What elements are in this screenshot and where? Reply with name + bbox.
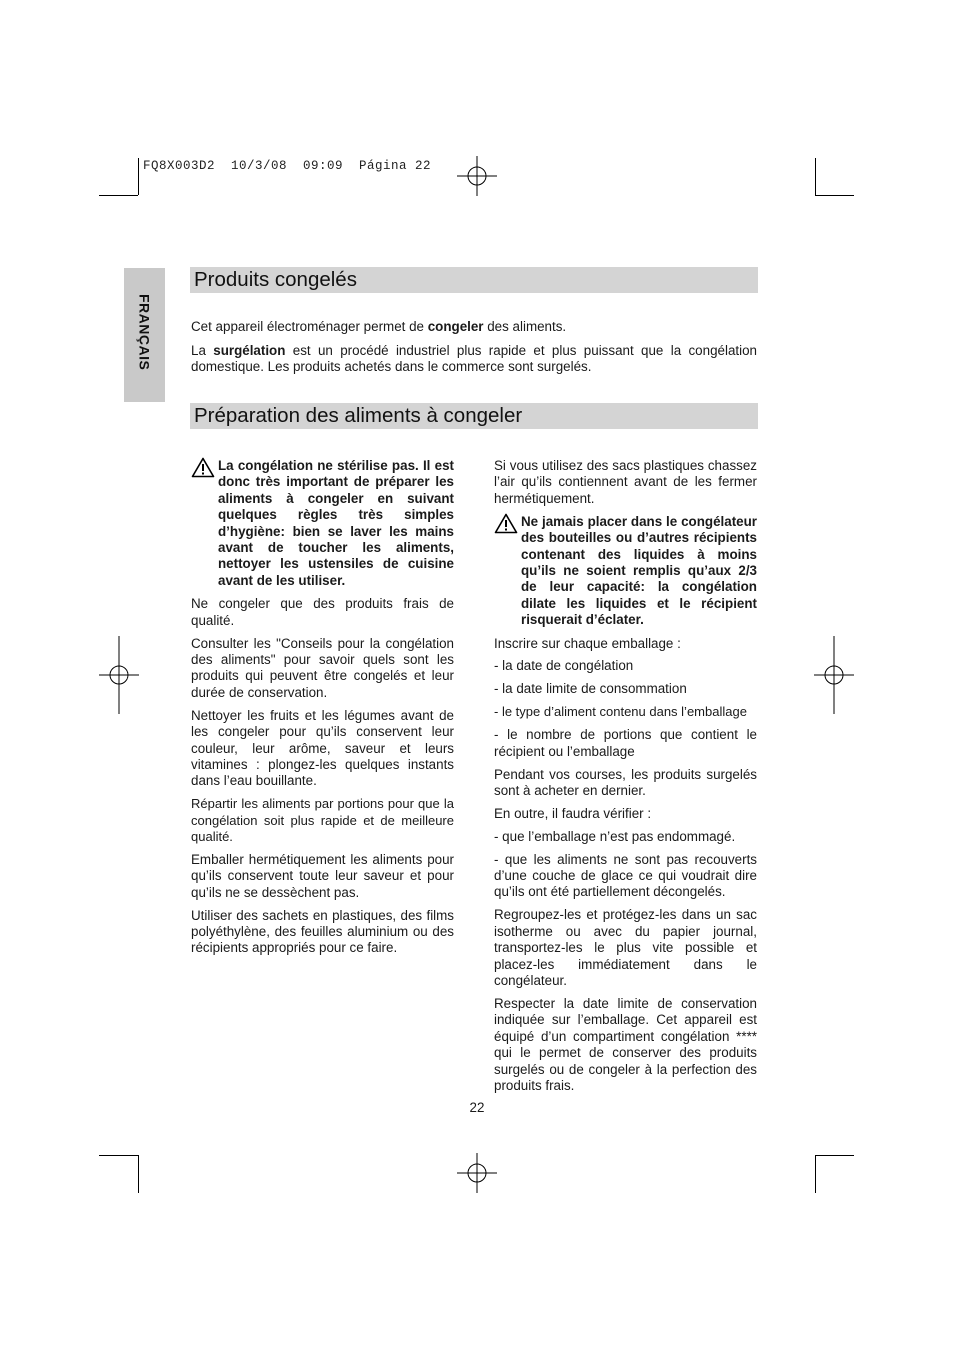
registration-mark-icon: [814, 636, 854, 714]
language-tab-label: FRANÇAIS: [136, 294, 153, 371]
paragraph: Cet appareil électroménager permet de congeler des aliments.: [191, 319, 567, 334]
warning-triangle-icon: [494, 513, 518, 534]
page-number: 22: [469, 1100, 485, 1115]
crop-mark: [99, 1155, 138, 1156]
warning-paragraph: Ne jamais placer dans le congélateur des bouteilles ou d’autres récipients contenant des liquides à moins qu’ils ne soient remplis qu’aux 2/3 de leur capacité: la congélation dilate les liquides et le récipient risquerait d’éclater.: [494, 514, 757, 629]
paragraph: Si vous utilisez des sacs plastiques chassez l’air qu’ils contiennent avant de les fermer hermétiquement.: [494, 458, 757, 506]
crop-mark: [99, 195, 138, 196]
section-header-preparation: [190, 403, 758, 429]
section-title: Préparation des aliments à congeler: [194, 404, 523, 427]
registration-mark-icon: [457, 1153, 497, 1193]
list-item: - le type d’aliment contenu dans l’emballage: [494, 704, 747, 720]
registration-mark-icon: [99, 636, 139, 714]
list-item: - la date de congélation: [494, 658, 634, 674]
left-column: [191, 458, 454, 963]
paragraph: Nettoyer les fruits et les légumes avant de les congeler pour qu’ils conservent leur couleur, leur arôme, saveur et leurs vitamines : plongez-les quelques instants dans l’eau bouillante.: [191, 707, 454, 789]
paragraph: Respecter la date limite de conservation indiquée sur l’emballage. Cet appareil est équipé d’un compartiment congélation **** qui le permet de conserver des produits surgelés ou de congeler à la perfection des produits frais.: [494, 995, 757, 1093]
list-item: - que les aliments ne sont pas recouverts d’une couche de glace ce qui voudrait dire qu’ils ont été partiellement décongelés.: [494, 851, 757, 900]
paragraph: Ne congeler que des produits frais de qualité.: [191, 596, 454, 628]
crop-mark: [815, 1155, 816, 1193]
paragraph: Emballer hermétiquement les aliments pour qu’ils conservent toute leur saveur et pour qu’ils ne se dessèchent pas.: [191, 851, 454, 900]
paragraph: Regroupez-les et protégez-les dans un sac isotherme ou avec du papier journal, transportez-les le plus vite possible et placez-les immédiatement dans le congélateur.: [494, 907, 757, 988]
language-tab: [124, 268, 165, 402]
registration-mark-icon: [457, 156, 497, 196]
printer-slug: FQ8X003D2 10/3/08 09:09 Página 22: [143, 159, 432, 173]
paragraph: Inscrire sur chaque emballage :: [494, 635, 681, 651]
paragraph: Répartir les aliments par portions pour que la congélation soit plus rapide et de meilleure qualité.: [191, 796, 454, 845]
crop-mark: [138, 1155, 139, 1193]
crop-mark: [815, 158, 816, 195]
list-item: - la date limite de consommation: [494, 681, 687, 697]
right-column: [494, 458, 757, 1101]
warning-triangle-icon: [191, 457, 215, 478]
list-item: - que l’emballage n’est pas endommagé.: [494, 828, 736, 844]
crop-mark: [815, 195, 854, 196]
intro-text: [191, 319, 757, 383]
paragraph: Utiliser des sachets en plastiques, des films polyéthylène, des feuilles aluminium ou des récipients appropriés pour ce faire.: [191, 907, 454, 956]
paragraph: La surgélation est un procédé industriel plus rapide et plus puissant que la congélation domestique. Les produits achetés dans le commerce sont surgelés.: [191, 342, 757, 374]
list-item: - le nombre de portions que contient le récipient ou l’emballage: [494, 727, 757, 759]
crop-mark: [815, 1155, 854, 1156]
section-header-produits-congeles: [190, 267, 758, 293]
section-title: Produits congelés: [194, 268, 357, 291]
paragraph: Consulter les "Conseils pour la congélation des aliments" pour savoir quels sont les produits qui peuvent être congelés et leur durée de conservation.: [191, 635, 454, 700]
warning-paragraph: La congélation ne stérilise pas. Il est donc très important de préparer les aliments à congeler en suivant quelques règles très simples d’hygiène: bien se laver les mains avant de toucher les aliments, nettoyer les ustensiles de cuisine avant de les utiliser.: [191, 458, 454, 589]
paragraph: Pendant vos courses, les produits surgelés sont à acheter en dernier.: [494, 766, 757, 798]
crop-mark: [138, 158, 139, 195]
paragraph: En outre, il faudra vérifier :: [494, 805, 652, 821]
